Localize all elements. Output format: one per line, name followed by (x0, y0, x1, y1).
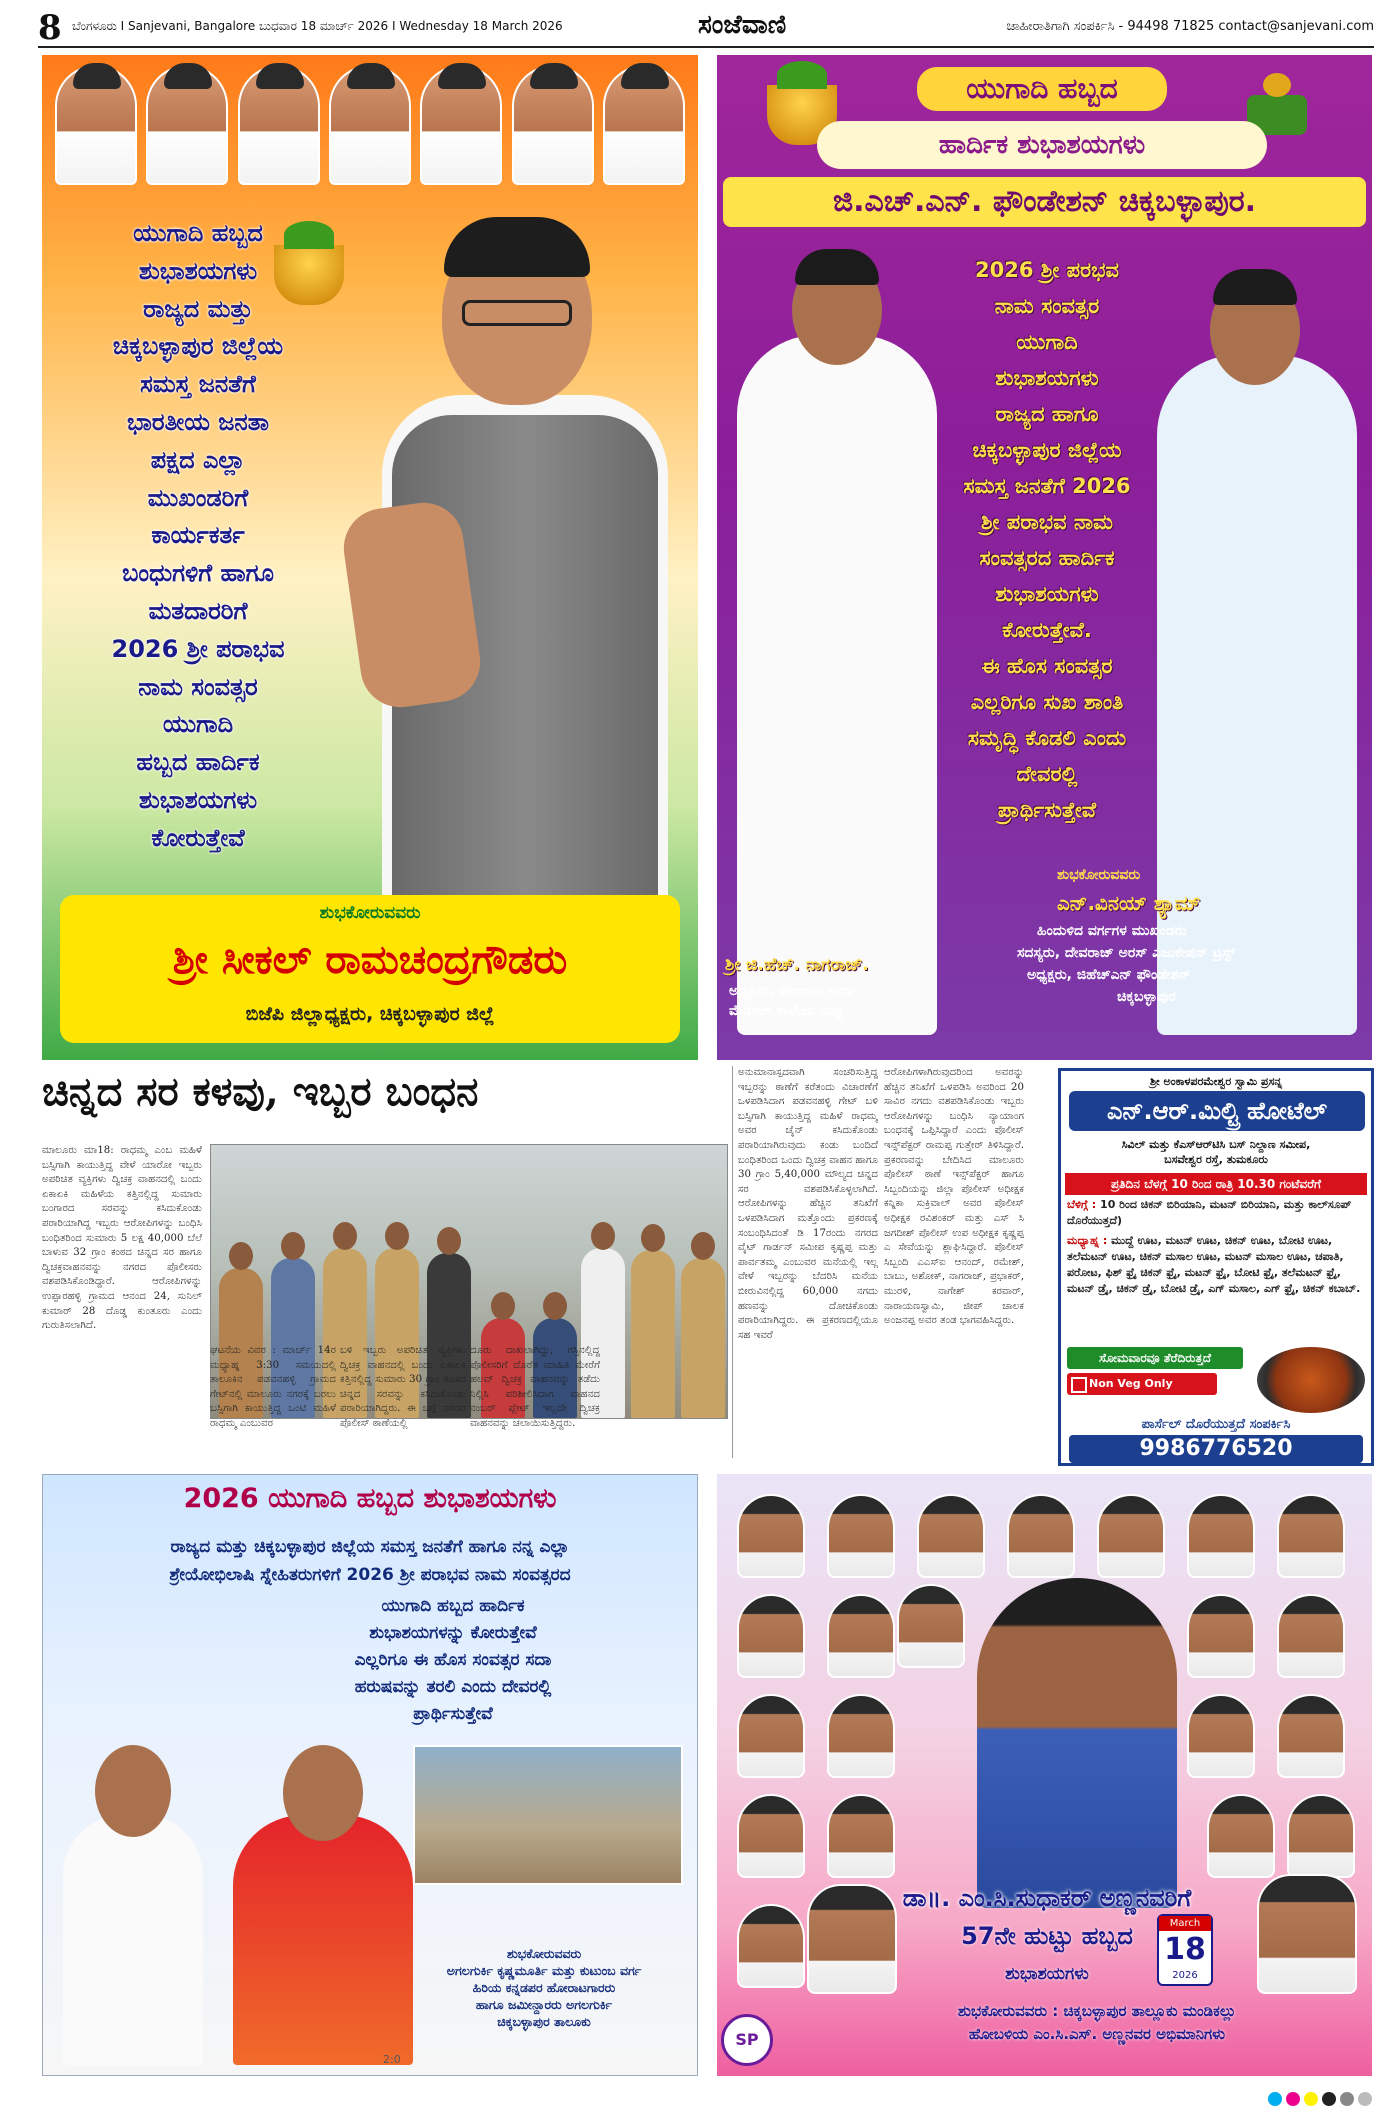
article-column-2: ಘಟನೆಯ ವಿವರ : ಮಾರ್ಚ್ 14ರ ಮಧ್ಯಾಹ್ನ 3:30 ಸಮಯದಲ್ಲಿ ತಾಲೂಕಿನ ಪಡವನಹಳ್ಳಿ ಗ್ರಾಮದ ಗೇಟ್‌ನಲ್ಲಿ ಮಾಲೂರು ನಗರಕ್ಕೆ ಬರಲು ಬಸ್ಸಿಗಾಗಿ ಕಾಯುತ್ತಿದ್ದ ಒಂಟಿ ಮಹಿಳೆ ರಾಧಮ್ಮ ಎಂಬುವರ (210, 1345, 336, 1429)
print-registration-marks (1268, 2092, 1372, 2106)
leader-photo (1277, 1594, 1345, 1678)
ad2-right-designation-2: ಸದಸ್ಯರು, ದೇವರಾಜ್ ಅರಸ್ ಎಜುಕೇಷನ್ ಟ್ರಸ್ಟ್ (1017, 945, 1236, 961)
hotel-timing: ಪ್ರತಿದಿನ ಬೆಳಗ್ಗೆ 10 ರಿಂದ ರಾತ್ರಿ 10.30 ಗಂಟೆವರೆಗೆ (1065, 1173, 1367, 1195)
ad4-main-portrait (977, 1578, 1177, 1908)
leader-photo (420, 65, 502, 185)
non-veg-badge: Non Veg Only (1067, 1373, 1217, 1395)
parcel-line: ಪಾರ್ಸೆಲ್ ದೊರೆಯುತ್ತದೆ ಸಂಪರ್ಕಿಸಿ (1141, 1417, 1291, 1432)
leader-photo (1097, 1494, 1165, 1578)
ad3-man-face (95, 1745, 171, 1837)
masthead (38, 8, 1374, 48)
hotel-address: ಸಿವಿಲ್ ಮತ್ತು ಕೆಎಸ್ಆರ್‌ಟಿಸಿ ಬಸ್ ನಿಲ್ದಾಣ ಸಮೀಪ, ಬಸವೇಶ್ವರ ರಸ್ತೆ, ತುಮಕೂರು (1121, 1138, 1311, 1166)
ad2-greeting-text: 2026 ಶ್ರೀ ಪರಭವ ನಾಮ ಸಂವತ್ಸರ ಯುಗಾದಿ ಶುಭಾಶಯಗಳು ರಾಜ್ಯದ ಹಾಗೂ ಚಿಕ್ಕಬಳ್ಳಾಪುರ ಜಿಲ್ಲೆಯ ಸಮಸ್ತ ಜನತೆಗೆ 2026 ಶ್ರೀ ಪರಾಭವ ನಾಮ ಸಂವತ್ಸರದ ಹಾರ್ದಿಕ ಶುಭಾಶಯಗಳು ಕೋರುತ್ತೇವೆ. ಈ ಹೊಸ ಸಂವತ್ಸರ ಎಲ್ಲರಿಗೂ ಸುಖ ಶಾಂತಿ ಸಮೃದ್ಧಿ ಕೊಡಲಿ ಎಂದು ದೇವರಲ್ಲಿ ಪ್ರಾರ್ಥಿಸುತ್ತೇವೆ (963, 258, 1131, 822)
article-column-6: ಆರೋಪಿಗಳಾಗಿರುವುದರಿಂದ ಅವರನ್ನು ಹೆಚ್ಚಿನ ತನಿಖೆಗೆ ಒಳಪಡಿಸಿ ಅವರಿಂದ 20 ಸಾವಿರ ನಗದು ವಶಪಡಿಸಿಕೊಂಡು ಇಬ್ಬರು ಆರೋಪಿಗಳನ್ನು ಬಂಧಿಸಿ ನ್ಯಾಯಾಂಗ ಬಂಧನಕ್ಕೆ ಒಪ್ಪಿಸಿದ್ದಾರೆ ಎಂದು ಪೊಲೀಸ್ ಇನ್ಸ್‌ಪೆಕ್ಟರ್ ರಾಮಪ್ಪ ಗುತ್ತೇರ್ ತಿಳಿಸಿದ್ದಾರೆ. ಪ್ರಕರಣವನ್ನು ಬೇದಿಸಿದ ಮಾಲೂರು ಪೊಲೀಸ್ ಠಾಣೆ ಇನ್ಸ್‌ಪೆಕ್ಟರ್ ಹಾಗೂ ಸಿಬ್ಬಂದಿಯನ್ನು ಜಿಲ್ಲಾ ಪೊಲೀಸ್ ಅಧೀಕ್ಷಕ ಕನ್ನಿಕಾ ಸುಕ್ರಿವಾಲ್ ಅವರ ಪೊಲೀಸ್ ಅಧೀಕ್ಷಕ ರವಿಶಂಕರ್ ಮತ್ತು ಎಸ್ ಸಿ ಜಗದೀಶ್ ಪೊಲೀಸ್ ಉಪ ಅಧೀಕ್ಷಕ ಕೃಷ್ಣಪ್ಪ ಎ ಸೇವೆಯನ್ನು ಶ್ಲಾಘಿಸಿದ್ದಾರೆ. ಪೊಲೀಸ್ ಸಿಬ್ಬಂದಿ ಎಎಸ್‌ಐ ಆನಂದ್, ರಮೇಶ್, ಬಾಬು, ಅಶೋಕ್, ನಾಗರಾಜ್, ಪ್ರಭಾಕರ್, ಮುರಳಿ, ನಾಗೇಶ್ ಕರವಾರ್, ನಾರಾಯಣಸ್ವಾಮಿ, ಜೀಪ್ ಚಾಲಕ ಅಂಜನಪ್ಪ ಅವರ ತಂಡ ಭಾಗವಹಿಸಿದ್ದರು. (884, 1067, 1024, 1327)
news-article (42, 1066, 1024, 1466)
leader-photo (238, 65, 320, 185)
leader-photo (1187, 1694, 1255, 1778)
leader-photo (737, 1794, 805, 1878)
agalagurki-ugadi-ad (42, 1474, 698, 2076)
ad3-title: 2026 ಯುಗಾದಿ ಹಬ್ಬದ ಶುಭಾಶಯಗಳು (183, 1483, 557, 1514)
ad2-right-designation-4: ಚಿಕ್ಕಬಳ್ಳಾಪುರ (1117, 989, 1176, 1005)
leader-photo (1007, 1494, 1075, 1578)
ad1-main-portrait (352, 205, 698, 925)
leader-photo (146, 65, 228, 185)
article-column-1: ಮಾಲೂರು ಮಾ18: ರಾಧಮ್ಮ ಎಂಬ ಮಹಿಳೆ ಬಸ್ಸಿಗಾಗಿ ಕಾಯುತ್ತಿದ್ದ ವೇಳೆ ಯಾರೋ ಇಬ್ಬರು ಅಪರಿಚಿತ ವ್ಯಕ್ತಿಗಳು ದ್ವಿಚಕ್ರ ವಾಹನದಲ್ಲಿ ಬಂದು ಏಕಾಏಕಿ ಮಹಿಳೆಯ ಕತ್ತಿನಲ್ಲಿದ್ದ ಸುಮಾರು ಬಂಗಾರದ ಸರವನ್ನು ಕಸಿದುಕೊಂಡು ಪರಾರಿಯಾಗಿದ್ದ ಇಬ್ಬರು ಆರೋಪಿಗಳನ್ನು ಬಂಧಿಸಿ ಬಂಧಿತರಿಂದ ಸುಮಾರು 5 ಲಕ್ಷ 40,000 ಬೆಲೆ ಬಾಳುವ 32 ಗ್ರಾಂ ಕಂಠದ ಚಿನ್ನದ ಸರ ಹಾಗೂ ದ್ವಿಚಕ್ರವಾಹನವನ್ನು ನಗರದ ಪೊಲೀಸರು ವಶಪಡಿಸಿಕೊಂಡಿದ್ದಾರೆ. ಆರೋಪಿಗಳನ್ನು ಉಪ್ಪಾರಹಳ್ಳಿ ಗ್ರಾಮದ ಆನಂದ 24, ಸುನಿಲ್ ಕುಮಾರ್ 28 ದೊಡ್ಡ ಕುಂತೂರು ಎಂದು ಗುರುತಿಸಲಾಗಿದೆ. (42, 1145, 202, 1332)
leader-photo (1207, 1794, 1275, 1878)
leader-photo (329, 65, 411, 185)
ad2-right-designation-3: ಅಧ್ಯಕ್ಷರು, ಜಿಹೆಚ್ಎನ್ ಫೌಂಡೇಶನ್ (1027, 967, 1191, 983)
leader-photo (737, 1494, 805, 1578)
ad2-heading-2: ಹಾರ್ದಿಕ ಶುಭಾಶಯಗಳು (817, 121, 1267, 169)
leader-photo (827, 1494, 895, 1578)
ad2-heading-1: ಯುಗಾದಿ ಹಬ್ಬದ (917, 67, 1167, 111)
leader-photo (603, 65, 685, 185)
leader-photo (827, 1694, 895, 1778)
leader-photo (1187, 1494, 1255, 1578)
leader-photo (737, 1904, 805, 1988)
open-monday-badge: ಸೋಮವಾರವೂ ತೆರೆದಿರುತ್ತದೆ (1067, 1347, 1243, 1369)
hotel-deity-line: ಶ್ರೀ ಅಂಕಾಳಪರಮೇಶ್ವರ ಸ್ವಾಮಿ ಪ್ರಸನ್ನ (1149, 1075, 1283, 1088)
article-column-4: ದೂರು ದಾಖಲಾಗಿದ್ದು, ಗಸ್ತಿನಲ್ಲಿದ್ದ ಪೊಲೀಸರಿಗೆ ದೊರೆತ ಮಾಹಿತಿ ಮೇರೆಗೆ ಹಲವ್ ದ್ವಿಚಕ್ರ ವಾಹನವನ್ನು ತಡೆದು ನಿಲ್ಲಿಸಿ ಪರಿಶೀಲಿಸಿದಾಗ ವಾಹನದ ನಂಬರ್ ಪ್ಲೇಟ್ ಇಲ್ಲದೇ ದ್ವಿಚಕ್ರ ವಾಹನವನ್ನು ಚಲಾಯಿಸುತ್ತಿದ್ದರು. (470, 1345, 600, 1429)
ad4-title: ಡಾ॥. ಎಂ.ಸಿ.ಸುಧಾಕರ್ ಅಣ್ಣನವರಿಗೆ (902, 1884, 1192, 1912)
ad4-birthday-line: 57ನೇ ಹುಟ್ಟು ಹಬ್ಬದ (961, 1922, 1133, 1950)
column-divider (732, 1066, 733, 1458)
article-column-3: ಬಳಿ ಇಬ್ಬರು ಅಪರಿಚಿತ ವ್ಯಕ್ತಿಗಳು ದ್ವಿಚಕ್ರ ವಾಹನದಲ್ಲಿ ಬಂದು ಏಕಾಏಕಿ ಕತ್ತಿನಲ್ಲಿದ್ದ ಸುಮಾರು 30 ಗ್ರಾಂ ತೂಕದ ಚಿನ್ನದ ಸರವನ್ನು ಕಸಿದುಕೊಂಡು ಪರಾರಿಯಾಗಿದ್ದರು. ಈ ಬಗ್ಗೆ ನಗರದ ಪೊಲೀಸ್ ಠಾಣೆಯಲ್ಲಿ (340, 1345, 466, 1429)
ad2-left-designation-2: ಮೆಡಿಕಲ್ ಕಾಲೇಜು ಸಂಸ್ಥೆ (729, 1003, 844, 1019)
hotel-menu: ಬೆಳಿಗ್ಗೆ : 10 ರಿಂದ ಚಿಕನ್ ಬಿರಿಯಾನಿ, ಮಟನ್ ಬಿರಿಯಾನಿ, ಮತ್ತು ಕಾಲ್‌ಸೂಪ್ ದೊರೆಯುತ್ತದೆ) ಮಧ್ಯಾಹ್ನ : ಮುದ್ದೆ ಊಟ, ಮಟನ್ ಊಟ, ಚಿಕನ್ ಊಟ, ಬೋಟಿ ಊಟ, ತಲೆಮಟನ್ ಊಟ, ಚಿಕನ್ ಮಸಾಲ ಊಟ, ಮಟನ್ ಮಸಾಲ ಊಟ, ಚಪಾತಿ, ಪರೋಟ, ಫಿಶ್ ಫ್ರೈ ಚಿಕನ್ ಫ್ರೈ, ಮಟನ್ ಫ್ರೈ, ಬೋಟಿ ಫ್ರೈ, ತಲೆಮಟನ್ ಫ್ರೈ, ಮಟನ್ ಡ್ರೈ, ಚಿಕನ್ ಡ್ರೈ, ಬೋಟಿ ಡ್ರೈ, ಎಗ್ ಮಸಾಲ, ಎಗ್ ಫ್ರೈ, ಚಿಕನ್ ಕಬಾಬ್. (1067, 1198, 1361, 1295)
ad4-wishes: ಶುಭಾಶಯಗಳು (1005, 1964, 1089, 1984)
leader-photo (737, 1694, 805, 1778)
calendar-date-badge: March 18 2026 (1157, 1914, 1213, 1986)
ad3-line-2: ಶ್ರೇಯೋಭಿಲಾಷಿ ಸ್ನೇಹಿತರುಗಳಿಗೆ 2026 ಶ್ರೀ ಪರಾಭವ ನಾಮ ಸಂವತ್ಸರದ (169, 1565, 571, 1585)
ad3-greeting-text: ಯುಗಾದಿ ಹಬ್ಬದ ಹಾರ್ದಿಕ ಶುಭಾಶಯಗಳನ್ನು ಕೋರುತ್ತೇವೆ ಎಲ್ಲರಿಗೂ ಈ ಹೊಸ ಸಂವತ್ಸರ ಸದಾ ಹರುಷವನ್ನು ತರಲಿ ಎಂದು ದೇವರಲ್ಲಿ ಪ್ರಾರ್ಥಿಸುತ್ತೇವೆ (354, 1596, 552, 1724)
hotel-name: ಎನ್.ಆರ್.ಮಿಲ್ಟ್ರಿ ಹೋಟೆಲ್ (1069, 1091, 1365, 1131)
ad3-family-photo (413, 1745, 683, 1885)
leader-photo (512, 65, 594, 185)
birthday-ad (717, 1474, 1372, 2076)
leader-photo (917, 1494, 985, 1578)
ad2-left-hair (795, 249, 879, 285)
leader-photo (897, 1584, 965, 1668)
sp-logo: SP (721, 2014, 773, 2066)
ad3-woman-face (283, 1745, 363, 1841)
hotel-ad (1058, 1068, 1374, 1466)
page-number: 8 (38, 8, 62, 48)
ad2-right-hair (1213, 269, 1297, 305)
ad1-signature-box (60, 895, 680, 1043)
leader-photo (1257, 1874, 1357, 1994)
ad2-left-name: ಶ್ರೀ ಜಿ.ಹೆಚ್. ನಾಗರಾಜ್. (725, 955, 869, 975)
ad1-sign-label: ಶುಭಕೋರುವವರು (319, 903, 421, 923)
ad1-greeting-text: ಯುಗಾದಿ ಹಬ್ಬದ ಶುಭಾಶಯಗಳು ರಾಜ್ಯದ ಮತ್ತು ಚಿಕ್ಕಬಳ್ಳಾಪುರ ಜಿಲ್ಲೆಯ ಸಮಸ್ತ ಜನತೆಗೆ ಭಾರತೀಯ ಜನತಾ ಪಕ್ಷದ ಎಲ್ಲಾ ಮುಖಂಡರಿಗೆ ಕಾರ್ಯಕರ್ತ ಬಂಧುಗಳಿಗೆ ಹಾಗೂ ಮತದಾರರಿಗೆ 2026 ಶ್ರೀ ಪರಾಭವ ನಾಮ ಸಂವತ್ಸರ ಯುಗಾದಿ ಹಬ್ಬದ ಹಾರ್ದಿಕ ಶುಭಾಶಯಗಳು ಕೋರುತ್ತೇವೆ (111, 219, 285, 852)
ad2-left-designation-1: ಅಧ್ಯಕ್ಷರು, ದೇವರಾಜ ಅರಸ್ (729, 983, 857, 999)
food-dish-photo (1257, 1347, 1365, 1413)
leader-photo (1277, 1494, 1345, 1578)
leader-photo (827, 1794, 895, 1878)
ad1-sign-name: ಶ್ರೀ ಸೀಕಲ್ ರಾಮಚಂದ್ರಗೌಡರು (172, 937, 568, 983)
dateline: ಬೆಂಗಳೂರು I Sanjevani, Bangalore ಬುಧವಾರ 18 ಮಾರ್ಚ್ 2026 I Wednesday 18 March 2026 (72, 19, 563, 33)
ad3-signature: ಶುಭಕೋರುವವರು ಅಗಲಗುರ್ಕಿ ಕೃಷ್ಣಮೂರ್ತಿ ಮತ್ತು ಕುಟುಂಬ ವರ್ಗ ಹಿರಿಯ ಕನ್ನಡಪರ ಹೋರಾಟಗಾರರು ಹಾಗೂ ಜಮೀನ್ದಾರರು ಅಗಲಗುರ್ಕಿ ಚಿಕ್ಕಬಳ್ಳಾಪುರ ತಾಲೂಕು (446, 1946, 642, 2029)
ad2-right-name: ಎನ್.ವಿನಯ್ ಶ್ಯಾಮ್ (1057, 891, 1201, 915)
ad2-right-designation-1: ಹಿಂದುಳಿದ ವರ್ಗಗಳ ಮುಖಂಡರು (1037, 923, 1187, 939)
hotel-phone: 9986776520 (1069, 1435, 1363, 1463)
leaders-photo-row (50, 65, 690, 195)
ghn-foundation-ad (717, 55, 1372, 1060)
photo-tag: 2:0 (383, 2053, 401, 2066)
leader-photo (827, 1594, 895, 1678)
ad3-woman-portrait (233, 1815, 413, 2065)
leader-photo (55, 65, 137, 185)
newspaper-logo: ಸಂಜೆವಾಣಿ (698, 10, 787, 40)
ad2-heading-3: ಜಿ.ಎಚ್.ಎನ್. ಫೌಂಡೇಶನ್ ಚಿಕ್ಕಬಳ್ಳಾಪುರ. (723, 177, 1366, 227)
leader-photo (1187, 1594, 1255, 1678)
leader-photo (1287, 1794, 1355, 1878)
leader-photo (1277, 1694, 1345, 1778)
advert-contact: ಜಾಹೀರಾತಿಗಾಗಿ ಸಂಪರ್ಕಿಸಿ - 94498 71825 contact@sanjevani.com (1006, 19, 1374, 34)
ad3-line-1: ರಾಜ್ಯದ ಮತ್ತು ಚಿಕ್ಕಬಳ್ಳಾಪುರ ಜಿಲ್ಲೆಯ ಸಮಸ್ತ ಜನತೆಗೆ ಹಾಗೂ ನನ್ನ ಎಲ್ಲಾ (170, 1537, 570, 1557)
article-column-5: ಅನುಮಾನಾಸ್ಪದವಾಗಿ ಸಂಚರಿಸುತ್ತಿದ್ದ ಇಬ್ಬರನ್ನು ಠಾಣೆಗೆ ಕರೆತಂದು ವಿಚಾರಣೆಗೆ ಒಳಪಡಿಸಿದಾಗ ಪಡವನಹಳ್ಳಿ ಗೇಟ್ ಬಳಿ ಬಸ್ಸಿಗಾಗಿ ಕಾಯುತ್ತಿದ್ದ ಮಹಿಳೆ ರಾಧಮ್ಮ ಅವರ ಚೈನ್ ಕಸಿದುಕೊಂಡು ಪರಾರಿಯಾಗಿರುವುದು ಕಂಡು ಬಂದಿದೆ ಬಂಧಿತರಿಂದ ಒಂದು ದ್ವಿಚಕ್ರ ವಾಹನ ಹಾಗೂ 30 ಗ್ರಾಂ 5,40,000 ಮೌಲ್ಯದ ಚಿನ್ನದ ಸರ ವಶಪಡಿಸಿಕೊಳ್ಳಲಾಗಿದೆ. ಆರೋಪಿಗಳನ್ನು ಹೆಚ್ಚಿನ ತನಿಖೆಗೆ ಒಳಪಡಿಸಿದಾಗ ಮತ್ತೊಂದು ಪ್ರಕರಣಕ್ಕೆ ಸಂಬಂಧಿಸಿದಂತೆ ಡಿ 17ರಂದು ನಗರದ ವೈಟ್ ಗಾರ್ಡನ್ ಸಮೀಪ ಕೃಷ್ಣಪ್ಪ ಮತ್ತು ಪಾರ್ವತಮ್ಮ ಎಂಬುವರ ಮನೆಯಲ್ಲಿ ಇಲ್ಲ ವೇಳೆ ಇಬ್ಬರನ್ನು ಬೆದರಿಸಿ ಮನೆಯ ಬೀರುವಿನಲ್ಲಿದ್ದ 60,000 ನಗದು ಹಣವನ್ನು ದೋಚಿಕೊಂಡು ಪರಾರಿಯಾಗಿದ್ದರು. ಈ ಪ್ರಕರಣದಲ್ಲಿಯೂ ಸಹ ಇವರೆ (738, 1067, 878, 1341)
bjp-ugadi-ad (42, 55, 698, 1060)
ad4-signature: ಶುಭಕೋರುವವರು : ಚಿಕ್ಕಬಳ್ಳಾಪುರ ತಾಲ್ಲೂಕು ಮಂಡಿಕಲ್ಲು ಹೋಬಳಿಯ ಎಂ.ಸಿ.ಎಸ್. ಅಣ್ಣನವರ ಅಭಿಮಾನಿಗಳು (957, 2002, 1237, 2043)
ad3-man-portrait (63, 1815, 203, 2065)
ad1-sign-designation: ಬಿಜೆಪಿ ಜಿಲ್ಲಾಧ್ಯಕ್ಷರು, ಚಿಕ್ಕಬಳ್ಳಾಪುರ ಜಿಲ್ಲೆ (245, 1003, 495, 1025)
leader-photo (737, 1594, 805, 1678)
headline: ಚಿನ್ನದ ಸರ ಕಳವು, ಇಬ್ಬರ ಬಂಧನ (42, 1068, 479, 1115)
ad2-right-label: ಶುಭಕೋರುವವರು (1057, 867, 1141, 883)
